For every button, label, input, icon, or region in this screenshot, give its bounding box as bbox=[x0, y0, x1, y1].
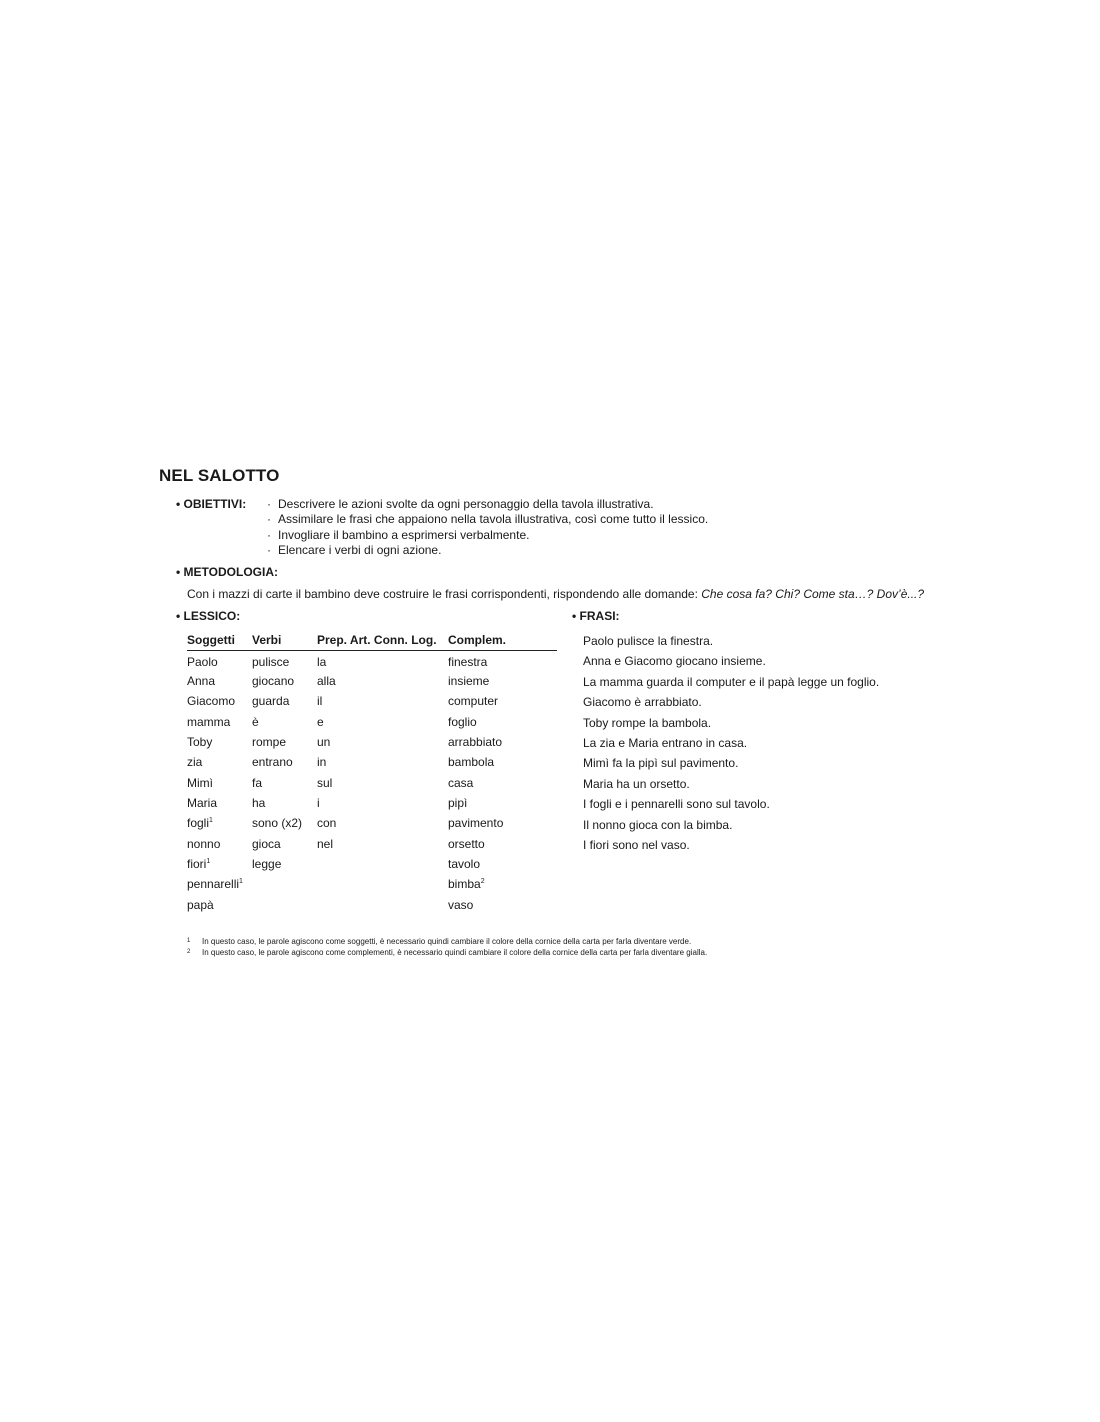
table-cell: orsetto bbox=[448, 836, 485, 851]
table-row bbox=[187, 895, 557, 915]
table-cell: Toby bbox=[187, 734, 213, 749]
table-cell: sono (x2) bbox=[252, 816, 303, 831]
table-cell: tavolo bbox=[448, 856, 481, 871]
header-soggetti: Soggetti bbox=[187, 633, 252, 651]
list-item: I fiori sono nel vaso. bbox=[583, 837, 690, 852]
table-cell: insieme bbox=[448, 673, 490, 688]
header-complem: Complem. bbox=[448, 633, 557, 651]
bullet-dot: · bbox=[267, 512, 271, 527]
list-item bbox=[267, 512, 708, 527]
table-row bbox=[187, 834, 557, 854]
table-cell: gioca bbox=[252, 836, 281, 851]
table-cell: alla bbox=[317, 673, 336, 688]
table-row bbox=[187, 691, 557, 711]
table-cell: pipì bbox=[448, 795, 468, 810]
bullet-dot: · bbox=[267, 497, 271, 511]
table-cell: arrabbiato bbox=[448, 734, 503, 749]
list-item: Paolo pulisce la finestra. bbox=[583, 634, 714, 648]
list-item: Anna e Giacomo giocano insieme. bbox=[583, 654, 766, 669]
footnote-ref: 2 bbox=[480, 878, 485, 886]
footnote-number: 2 bbox=[187, 949, 191, 955]
table-cell: Mimì bbox=[187, 775, 213, 790]
table-cell bbox=[252, 895, 317, 915]
list-item: I fogli e i pennarelli sono sul tavolo. bbox=[583, 797, 770, 812]
cell-text: bimba bbox=[448, 877, 481, 892]
cell-text: fiori bbox=[187, 856, 207, 871]
table-row bbox=[187, 712, 557, 732]
table-row bbox=[187, 651, 557, 671]
table-cell: vaso bbox=[448, 897, 474, 912]
table-cell: i bbox=[317, 795, 320, 810]
footnote-ref: 1 bbox=[206, 857, 211, 865]
metodologia-questions: Che cosa fa? Chi? Come sta…? Dov’è...? bbox=[701, 587, 925, 601]
table-cell bbox=[317, 874, 448, 894]
table-cell bbox=[252, 874, 317, 894]
footnote-text: In questo caso, le parole agiscono come complementi, è necessario quindi cambiare il colore della cornice della carta per farla diventare gialla. bbox=[202, 948, 708, 957]
table-cell: e bbox=[317, 714, 324, 729]
footnote-text: In questo caso, le parole agiscono come soggetti, è necessario quindi cambiare il colore della cornice della carta per farla diventare verde. bbox=[202, 937, 692, 946]
table-cell: entrano bbox=[252, 755, 293, 770]
table-cell: è bbox=[252, 714, 259, 729]
table-cell: rompe bbox=[252, 734, 287, 749]
frasi-label: • FRASI: bbox=[572, 609, 620, 623]
metodologia-sentence: Con i mazzi di carte il bambino deve costruire le frasi corrispondenti, rispondendo alle domande: bbox=[187, 587, 702, 601]
table-cell bbox=[187, 854, 252, 874]
obiettivo-text: Elencare i verbi di ogni azione. bbox=[278, 542, 442, 557]
footnote-number: 1 bbox=[187, 938, 191, 944]
table-row bbox=[187, 793, 557, 813]
table-cell bbox=[187, 813, 252, 833]
obiettivo-text: Descrivere le azioni svolte da ogni personaggio della tavola illustrativa. bbox=[278, 497, 654, 511]
table-cell: Giacomo bbox=[187, 694, 236, 709]
cell-text: fogli bbox=[187, 816, 210, 831]
header-verbi: Verbi bbox=[252, 633, 317, 651]
table-header-row bbox=[187, 633, 557, 651]
table-cell: mamma bbox=[187, 714, 231, 729]
frasi-list bbox=[583, 634, 879, 858]
table-cell: nel bbox=[317, 836, 334, 851]
lessico-label: • LESSICO: bbox=[176, 609, 241, 623]
lessico-table bbox=[187, 633, 557, 915]
table-cell: in bbox=[317, 755, 327, 770]
list-item: Maria ha un orsetto. bbox=[583, 776, 690, 791]
table-cell: computer bbox=[448, 694, 499, 709]
table-cell: ha bbox=[252, 795, 266, 810]
obiettivo-text: Invogliare il bambino a esprimersi verbalmente. bbox=[278, 527, 530, 542]
list-item: Giacomo è arrabbiato. bbox=[583, 695, 702, 710]
table-cell bbox=[317, 854, 448, 874]
table-cell: Paolo bbox=[187, 655, 218, 669]
table-cell: casa bbox=[448, 775, 474, 790]
list-item: Il nonno gioca con la bimba. bbox=[583, 817, 733, 832]
table-cell: bambola bbox=[448, 755, 495, 770]
table-cell: guarda bbox=[252, 694, 290, 709]
list-item: La zia e Maria entrano in casa. bbox=[583, 735, 748, 750]
table-cell: nonno bbox=[187, 836, 221, 851]
table-cell: pavimento bbox=[448, 816, 504, 831]
footnote bbox=[187, 947, 707, 958]
footnotes bbox=[187, 936, 707, 958]
table-row bbox=[187, 813, 557, 833]
list-item bbox=[267, 543, 708, 558]
table-cell bbox=[448, 874, 557, 894]
table-cell: papà bbox=[187, 897, 214, 912]
list-item bbox=[267, 528, 708, 543]
table-row bbox=[187, 874, 557, 894]
table-cell: foglio bbox=[448, 714, 477, 729]
table-cell: il bbox=[317, 694, 323, 709]
table-cell: la bbox=[317, 655, 327, 669]
bullet-dot: · bbox=[267, 527, 271, 542]
list-item bbox=[267, 497, 708, 512]
table-row bbox=[187, 773, 557, 793]
table-cell: un bbox=[317, 734, 331, 749]
table-cell: fa bbox=[252, 775, 263, 790]
bullet-dot: · bbox=[267, 542, 271, 557]
table-cell: pulisce bbox=[252, 655, 290, 669]
table-cell: sul bbox=[317, 775, 333, 790]
metodologia-text bbox=[187, 587, 924, 601]
page-title: NEL SALOTTO bbox=[159, 466, 280, 485]
table-cell bbox=[187, 874, 252, 894]
table-cell: zia bbox=[187, 755, 203, 770]
obiettivo-text: Assimilare le frasi che appaiono nella tavola illustrativa, così come tutto il lessico. bbox=[278, 512, 709, 527]
table-cell: Maria bbox=[187, 795, 218, 810]
footnote-ref: 1 bbox=[239, 878, 243, 886]
table-row bbox=[187, 854, 557, 874]
footnote-ref: 1 bbox=[209, 817, 213, 825]
table-cell bbox=[317, 895, 448, 915]
table-cell: Anna bbox=[187, 673, 216, 688]
table-cell: finestra bbox=[448, 655, 488, 669]
table-cell: con bbox=[317, 816, 337, 831]
cell-text: pennarelli bbox=[187, 877, 240, 892]
metodologia-label: • METODOLOGIA: bbox=[176, 565, 278, 579]
header-prep: Prep. Art. Conn. Log. bbox=[317, 633, 448, 651]
table-cell: giocano bbox=[252, 673, 295, 688]
table-row bbox=[187, 752, 557, 772]
obiettivi-list bbox=[267, 497, 708, 558]
table-row bbox=[187, 732, 557, 752]
footnote bbox=[187, 936, 707, 947]
list-item: La mamma guarda il computer e il papà legge un foglio. bbox=[583, 674, 880, 689]
obiettivi-label: • OBIETTIVI: bbox=[176, 497, 247, 511]
list-item: Mimì fa la pipì sul pavimento. bbox=[583, 756, 739, 771]
table-cell: legge bbox=[252, 856, 282, 871]
table-row bbox=[187, 671, 557, 691]
list-item: Toby rompe la bambola. bbox=[583, 715, 712, 730]
